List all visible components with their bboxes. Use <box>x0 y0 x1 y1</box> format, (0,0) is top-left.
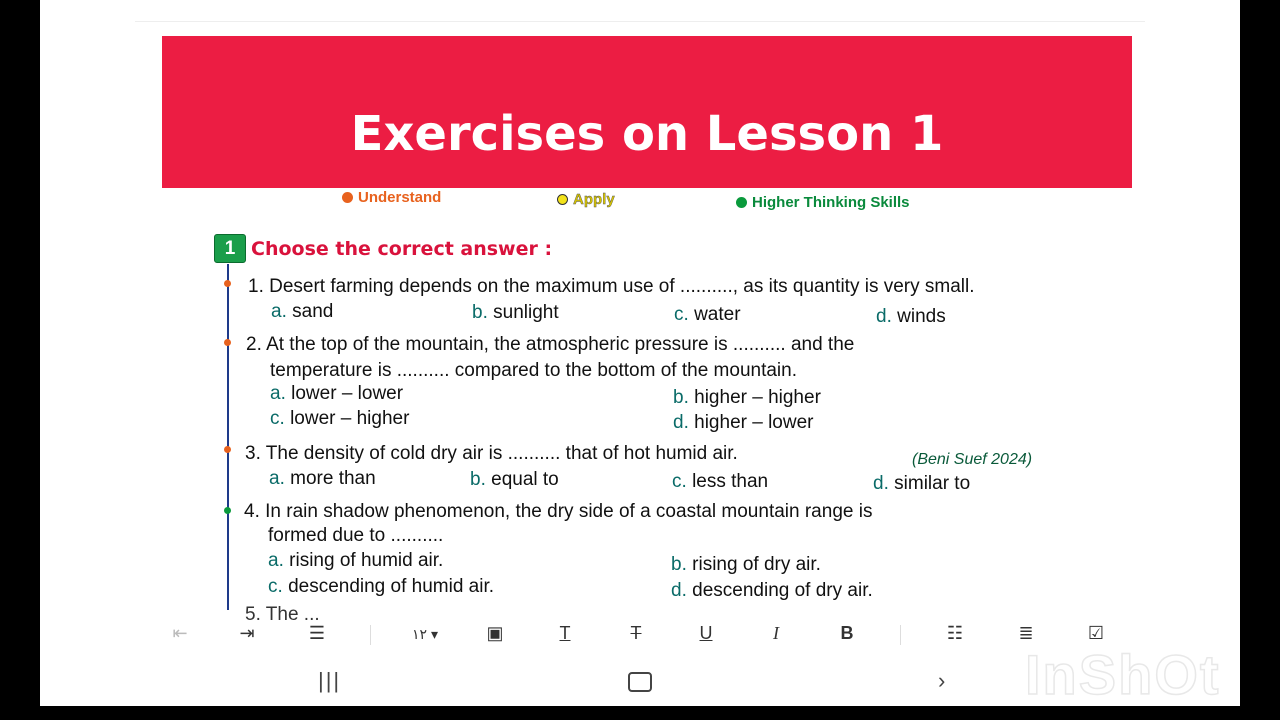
question-2-option-b[interactable] <box>673 387 821 409</box>
strikethrough-icon[interactable]: T <box>630 623 642 643</box>
toolbar-divider <box>900 625 901 645</box>
option-label: d. <box>876 306 892 327</box>
question-bullet-icon <box>224 507 231 514</box>
legend-higher <box>736 194 910 211</box>
option-text: equal to <box>491 469 559 490</box>
toolbar-divider <box>370 625 371 645</box>
checklist-icon[interactable]: ☑ <box>1087 623 1105 643</box>
indent-icon[interactable]: ⇥ <box>239 623 255 643</box>
legend-apply-label: Apply <box>573 191 615 208</box>
option-label: c. <box>674 304 689 325</box>
legend-understand-label: Understand <box>358 189 442 206</box>
outdent-icon[interactable]: ⇤ <box>172 623 188 643</box>
text-box-icon[interactable]: ▣ <box>486 623 504 643</box>
font-size-dropdown[interactable]: ١٢ ▾ <box>412 626 438 642</box>
question-2-line-1: 2. At the top of the mountain, the atmospheric pressure is .......... and the <box>246 334 855 355</box>
question-4-option-d[interactable] <box>671 580 873 602</box>
option-label: a. <box>269 468 285 489</box>
option-label: a. <box>270 383 286 404</box>
legend-apply <box>557 191 615 208</box>
inshot-watermark: InShOt <box>1025 643 1221 706</box>
green-dot-icon <box>736 197 747 208</box>
question-2-option-a[interactable] <box>270 383 403 405</box>
bold-icon[interactable]: B <box>840 623 854 643</box>
question-4-line-2: formed due to .......... <box>268 525 444 546</box>
question-4-line-1: 4. In rain shadow phenomenon, the dry side of a coastal mountain range is <box>244 501 873 522</box>
option-text: rising of dry air. <box>692 554 821 575</box>
option-label: d. <box>673 412 689 433</box>
question-3-option-b[interactable] <box>470 469 559 491</box>
option-text: sand <box>292 301 334 322</box>
option-label: b. <box>671 554 687 575</box>
option-text: winds <box>897 306 946 327</box>
banner-title: Exercises on Lesson 1 <box>350 106 944 162</box>
option-text: rising of humid air. <box>289 550 444 571</box>
text-color-icon[interactable]: T <box>559 623 571 643</box>
option-label: a. <box>268 550 284 571</box>
option-text: sunlight <box>493 302 559 323</box>
option-label: b. <box>673 387 689 408</box>
question-1-option-b[interactable] <box>472 302 559 324</box>
question-1-option-a[interactable] <box>271 301 333 323</box>
question-1-option-c[interactable] <box>674 304 741 326</box>
line-spacing-icon[interactable]: ☰ <box>308 623 326 643</box>
home-icon[interactable] <box>628 672 652 692</box>
question-1-option-d[interactable] <box>876 306 946 328</box>
legend-understand <box>342 189 441 206</box>
section-number-badge: 1 <box>214 234 246 263</box>
document-screen <box>40 0 1240 706</box>
option-label: b. <box>470 469 486 490</box>
divider <box>135 21 1145 22</box>
question-4-option-c[interactable] <box>268 576 494 598</box>
option-label: d. <box>671 580 687 601</box>
option-text: higher – lower <box>694 412 814 433</box>
lesson-banner <box>162 36 1132 188</box>
option-text: water <box>694 304 741 325</box>
option-text: less than <box>692 471 769 492</box>
option-text: descending of dry air. <box>692 580 873 601</box>
option-label: d. <box>873 473 889 494</box>
orange-dot-icon <box>342 192 353 203</box>
option-label: a. <box>271 301 287 322</box>
question-3-option-d[interactable] <box>873 473 970 495</box>
option-text: descending of humid air. <box>288 576 495 597</box>
italic-icon[interactable]: I <box>773 623 779 643</box>
question-5-cutoff: 5. The ... <box>245 604 320 625</box>
question-3-source: (Beni Suef 2024) <box>912 451 1033 468</box>
section-heading: Choose the correct answer : <box>251 238 553 260</box>
yellow-dot-icon <box>557 194 568 205</box>
question-bullet-icon <box>224 339 231 346</box>
option-text: higher – higher <box>694 387 821 408</box>
question-4-option-a[interactable] <box>268 550 443 572</box>
question-2-line-2: temperature is .......... compared to the bottom of the mountain. <box>270 360 797 381</box>
question-2-option-d[interactable] <box>673 412 813 434</box>
option-label: c. <box>672 471 687 492</box>
option-text: similar to <box>894 473 971 494</box>
question-bullet-icon <box>224 280 231 287</box>
option-label: c. <box>268 576 283 597</box>
question-timeline <box>227 264 229 610</box>
question-3-option-a[interactable] <box>269 468 376 490</box>
question-bullet-icon <box>224 446 231 453</box>
question-1-text: 1. Desert farming depends on the maximum use of .........., as its quantity is very small. <box>248 276 975 297</box>
option-label: c. <box>270 408 285 429</box>
bulleted-list-icon[interactable]: ☷ <box>946 623 964 643</box>
legend-higher-label: Higher Thinking Skills <box>752 194 910 211</box>
option-text: more than <box>290 468 376 489</box>
back-chevron-icon[interactable]: › <box>938 668 946 693</box>
recent-apps-icon[interactable]: ||| <box>318 668 342 693</box>
question-4-option-b[interactable] <box>671 554 821 576</box>
question-3-text: 3. The density of cold dry air is .......... that of hot humid air. <box>245 443 738 464</box>
question-2-option-c[interactable] <box>270 408 409 430</box>
option-text: lower – lower <box>291 383 404 404</box>
question-3-option-c[interactable] <box>672 471 768 493</box>
option-text: lower – higher <box>290 408 410 429</box>
underline-icon[interactable]: U <box>699 623 713 643</box>
option-label: b. <box>472 302 488 323</box>
numbered-list-icon[interactable]: ≣ <box>1018 623 1034 643</box>
